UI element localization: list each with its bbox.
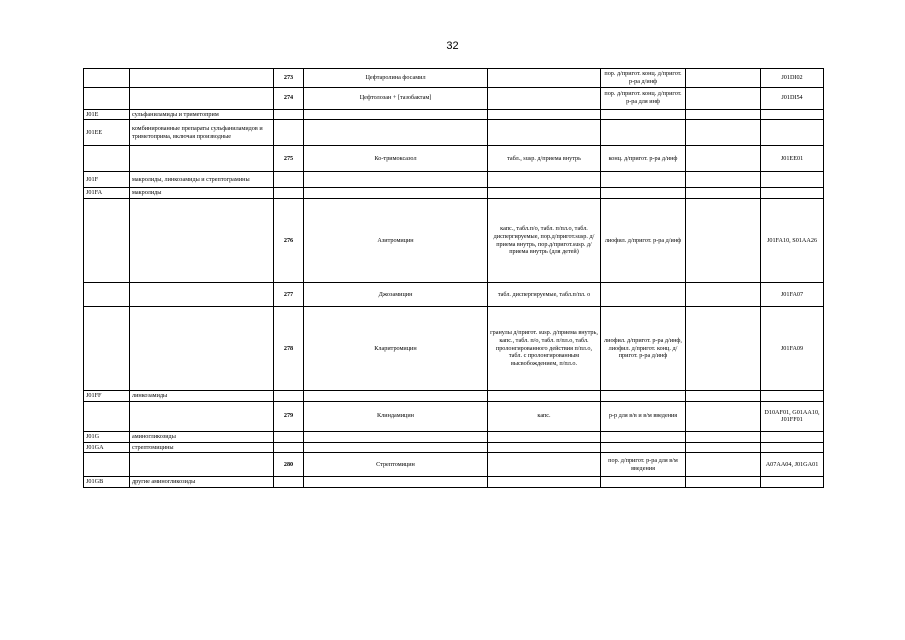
- empty-cell: [601, 120, 686, 146]
- empty-cell: [274, 188, 304, 199]
- group-row: [84, 477, 824, 488]
- oral-forms: табл., susp. д/приема внутрь: [488, 146, 601, 172]
- empty-cell: [84, 87, 130, 109]
- atc-group-name: другие аминогликозиды: [130, 477, 274, 488]
- injection-forms: пор. д/пригот. конц. д/пригот. р-ра д/инф: [601, 69, 686, 88]
- atc-group-name: макролиды: [130, 188, 274, 199]
- empty-cell: [84, 401, 130, 431]
- oral-forms: [488, 453, 601, 477]
- drug-name: Азитромицин: [304, 199, 488, 283]
- drug-name: Кларитромицин: [304, 307, 488, 391]
- empty-cell: [761, 431, 824, 442]
- empty-cell: [274, 172, 304, 188]
- group-row: [84, 172, 824, 188]
- atc-group-name: макролиды, линкозамиды и стрептограмины: [130, 172, 274, 188]
- injection-forms: лиофил. д/пригот. р-ра д/инф, лиофил. д/пригот. конц. д/пригот. р-ра д/инф: [601, 307, 686, 391]
- empty-cell: [686, 172, 761, 188]
- injection-forms: [601, 283, 686, 307]
- injection-forms: пор. д/пригот. конц. д/пригот. р-ра для инф: [601, 87, 686, 109]
- oral-forms: [488, 69, 601, 88]
- empty-cell: [761, 172, 824, 188]
- oral-forms: капс., табл.п/о, табл. п/пл.о, табл. диспергируемые, пор.д/пригот.susp. д/приема внутрь, пор.д/пригот.susp. д/приема внутрь (для детей): [488, 199, 601, 283]
- atc-group-code: J01FF: [84, 391, 130, 402]
- page-number: 32: [446, 40, 459, 52]
- drug-row: [84, 199, 824, 283]
- empty-cell: [488, 172, 601, 188]
- other-forms: [686, 307, 761, 391]
- drug-number: 275: [274, 146, 304, 172]
- empty-cell: [130, 401, 274, 431]
- empty-cell: [130, 199, 274, 283]
- empty-cell: [130, 307, 274, 391]
- empty-cell: [84, 453, 130, 477]
- empty-cell: [130, 146, 274, 172]
- drug-name: Цефтаролина фосамил: [304, 69, 488, 88]
- empty-cell: [274, 120, 304, 146]
- injection-forms: пор. д/пригот. р-ра для в/м введения: [601, 453, 686, 477]
- empty-cell: [601, 391, 686, 402]
- empty-cell: [686, 477, 761, 488]
- drug-row: [84, 87, 824, 109]
- empty-cell: [761, 477, 824, 488]
- empty-cell: [84, 69, 130, 88]
- atc-group-code: J01EE: [84, 120, 130, 146]
- empty-cell: [84, 307, 130, 391]
- drug-table: [83, 68, 824, 488]
- empty-cell: [601, 172, 686, 188]
- atc-group-code: J01GA: [84, 442, 130, 453]
- empty-cell: [686, 391, 761, 402]
- empty-cell: [488, 391, 601, 402]
- empty-cell: [304, 391, 488, 402]
- group-row: [84, 120, 824, 146]
- empty-cell: [686, 431, 761, 442]
- empty-cell: [601, 109, 686, 120]
- drug-name: Клиндамицин: [304, 401, 488, 431]
- atc-group-name: стрептомицины: [130, 442, 274, 453]
- empty-cell: [601, 188, 686, 199]
- oral-forms: капс.: [488, 401, 601, 431]
- other-forms: [686, 453, 761, 477]
- atc-group-code: J01FA: [84, 188, 130, 199]
- injection-forms: лиофил. д/пригот. р-ра д/инф: [601, 199, 686, 283]
- group-row: [84, 109, 824, 120]
- drug-number: 276: [274, 199, 304, 283]
- drug-name: Цефтолозан + [тазобактам]: [304, 87, 488, 109]
- atc-code: J01FA09: [761, 307, 824, 391]
- empty-cell: [488, 431, 601, 442]
- atc-code: J01DI54: [761, 87, 824, 109]
- empty-cell: [84, 199, 130, 283]
- drug-name: Джозамицин: [304, 283, 488, 307]
- drug-row: [84, 453, 824, 477]
- empty-cell: [601, 431, 686, 442]
- empty-cell: [274, 442, 304, 453]
- atc-code: J01FA07: [761, 283, 824, 307]
- other-forms: [686, 87, 761, 109]
- injection-forms: конц. д/пригот. р-ра д/инф: [601, 146, 686, 172]
- atc-group-code: J01GB: [84, 477, 130, 488]
- empty-cell: [304, 477, 488, 488]
- atc-code: J01FA10, S01AA26: [761, 199, 824, 283]
- drug-row: [84, 401, 824, 431]
- empty-cell: [686, 120, 761, 146]
- empty-cell: [488, 477, 601, 488]
- oral-forms: гранулы д/пригот. susp. д/приема внутрь, капс., табл. п/о, табл. п/пл.о, табл. пролонгированного действия п/пл.о, табл. с пролонгированным высвобождением, п/пл.о.: [488, 307, 601, 391]
- empty-cell: [130, 87, 274, 109]
- oral-forms: [488, 87, 601, 109]
- atc-group-name: аминогликозиды: [130, 431, 274, 442]
- empty-cell: [304, 188, 488, 199]
- drug-row: [84, 69, 824, 88]
- empty-cell: [686, 109, 761, 120]
- empty-cell: [761, 442, 824, 453]
- atc-code: J01DI02: [761, 69, 824, 88]
- empty-cell: [488, 120, 601, 146]
- atc-group-code: J01F: [84, 172, 130, 188]
- empty-cell: [130, 283, 274, 307]
- empty-cell: [761, 391, 824, 402]
- atc-group-name: линкозамиды: [130, 391, 274, 402]
- group-row: [84, 431, 824, 442]
- other-forms: [686, 401, 761, 431]
- drug-name: Ко-тримоксазол: [304, 146, 488, 172]
- drug-number: 280: [274, 453, 304, 477]
- injection-forms: р-р для в/в и в/м введения: [601, 401, 686, 431]
- group-row: [84, 442, 824, 453]
- empty-cell: [488, 442, 601, 453]
- atc-code: D10AF01, G01AA10, J01FF01: [761, 401, 824, 431]
- atc-group-name: комбинированные препараты сульфаниламидов и триметоприма, включая производные: [130, 120, 274, 146]
- other-forms: [686, 199, 761, 283]
- empty-cell: [274, 391, 304, 402]
- empty-cell: [686, 188, 761, 199]
- empty-cell: [130, 453, 274, 477]
- empty-cell: [130, 69, 274, 88]
- empty-cell: [274, 431, 304, 442]
- empty-cell: [601, 477, 686, 488]
- drug-row: [84, 283, 824, 307]
- empty-cell: [304, 172, 488, 188]
- other-forms: [686, 146, 761, 172]
- group-row: [84, 391, 824, 402]
- empty-cell: [84, 283, 130, 307]
- empty-cell: [304, 120, 488, 146]
- empty-cell: [274, 109, 304, 120]
- empty-cell: [304, 442, 488, 453]
- oral-forms: табл. диспергируемые, табл.п/пл. о: [488, 283, 601, 307]
- empty-cell: [84, 146, 130, 172]
- group-row: [84, 188, 824, 199]
- other-forms: [686, 69, 761, 88]
- drug-name: Стрептомицин: [304, 453, 488, 477]
- drug-row: [84, 307, 824, 391]
- empty-cell: [274, 477, 304, 488]
- empty-cell: [761, 188, 824, 199]
- drug-row: [84, 146, 824, 172]
- drug-number: 277: [274, 283, 304, 307]
- empty-cell: [686, 442, 761, 453]
- empty-cell: [488, 109, 601, 120]
- empty-cell: [761, 109, 824, 120]
- drug-number: 279: [274, 401, 304, 431]
- drug-number: 278: [274, 307, 304, 391]
- atc-group-name: сульфаниламиды и триметоприм: [130, 109, 274, 120]
- drug-number: 274: [274, 87, 304, 109]
- empty-cell: [601, 442, 686, 453]
- empty-cell: [488, 188, 601, 199]
- atc-code: A07AA04, J01GA01: [761, 453, 824, 477]
- atc-code: J01EE01: [761, 146, 824, 172]
- drug-number: 273: [274, 69, 304, 88]
- other-forms: [686, 283, 761, 307]
- empty-cell: [761, 120, 824, 146]
- atc-group-code: J01E: [84, 109, 130, 120]
- atc-group-code: J01G: [84, 431, 130, 442]
- empty-cell: [304, 431, 488, 442]
- empty-cell: [304, 109, 488, 120]
